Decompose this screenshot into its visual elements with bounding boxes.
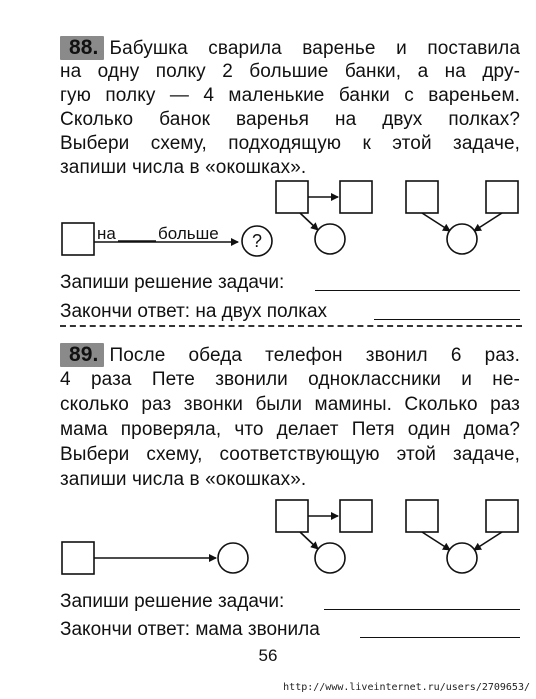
task-88-solution-label: Запиши решение задачи: [60,272,285,293]
answer-circle[interactable] [315,543,345,573]
answer-circle[interactable] [315,224,345,254]
task-89-answer-label: Закончи ответ: мама звонила [60,619,320,640]
task-88-solution-row [60,271,520,295]
scheme-arrow [474,213,502,231]
task-88-line-3: гую полку — 4 маленькие банки с вареньем. [60,85,520,106]
task-89-line-4: мама проверяла, что делает Петя один дома? [60,419,520,440]
scheme-label-bolshe: больше [158,224,219,243]
scheme-label-na: на [97,224,116,243]
scheme-arrow [300,213,318,230]
task-88-line-6: запиши числа в «окошках». [60,157,307,178]
task-89-solution-label: Запиши решение задачи: [60,591,285,612]
task-89-line-5: Выбери схему, соответствующую этой задаче, [60,444,520,465]
answer-box[interactable] [406,500,438,532]
task-88-answer-field[interactable] [374,319,520,320]
scheme-merge [406,181,518,254]
task-88-solution-field[interactable] [315,290,520,291]
task-88-answer-row [60,300,520,324]
scheme-arrow [422,532,450,550]
answer-circle[interactable] [447,543,477,573]
answer-box[interactable] [62,223,94,255]
answer-circle[interactable] [447,224,477,254]
task-89-number: 89. [60,343,104,367]
scheme-arrow [422,213,450,231]
task-89-schemes [0,496,536,586]
task-89-answer-field[interactable] [360,637,520,638]
scheme-arrow [474,532,502,550]
task-89-line-1-text: После обеда телефон звонил 6 раз. [109,345,520,366]
section-separator [60,325,522,327]
task-89-line-6: запиши числа в «окошках». [60,469,307,490]
task-89-solution-row [60,590,520,614]
task-88-line-4: Сколько банок варенья на двух полках? [60,109,520,130]
task-89-line-1 [60,343,520,368]
scheme-compare [62,223,272,256]
task-88-line-1 [60,36,520,61]
watermark-url: http://www.liveinternet.ru/users/2709653/ [283,682,530,693]
page-number: 56 [258,646,278,665]
task-88-number: 88. [60,36,104,60]
answer-box[interactable] [276,181,308,213]
answer-box[interactable] [486,181,518,213]
scheme-linear [62,542,248,574]
scheme-merge [406,500,518,573]
task-88-answer-label: Закончи ответ: на двух полках [60,301,328,322]
scheme-arrow [300,532,318,549]
task-88-line-1-text: Бабушка сварила варенье и поставила [109,38,520,59]
scheme-chain [276,181,372,254]
answer-box[interactable] [340,181,372,213]
task-89-answer-row [60,618,520,642]
task-89-line-2: 4 раза Пете звонили одноклассники и не- [60,369,520,390]
task-89-solution-field[interactable] [324,609,520,610]
answer-box[interactable] [276,500,308,532]
task-88-schemes [0,175,536,265]
scheme-chain [276,500,372,573]
question-mark: ? [251,231,263,251]
answer-circle[interactable] [218,543,248,573]
task-89-line-3: сколько раз звонки были мамины. Сколько раз [60,394,520,415]
task-88-line-2: на одну полку 2 большие банки, а на дру- [60,61,520,82]
answer-box[interactable] [486,500,518,532]
task-88-line-5: Выбери схему, подходящую к этой задаче, [60,133,520,154]
answer-box[interactable] [62,542,94,574]
answer-box[interactable] [340,500,372,532]
answer-box[interactable] [406,181,438,213]
